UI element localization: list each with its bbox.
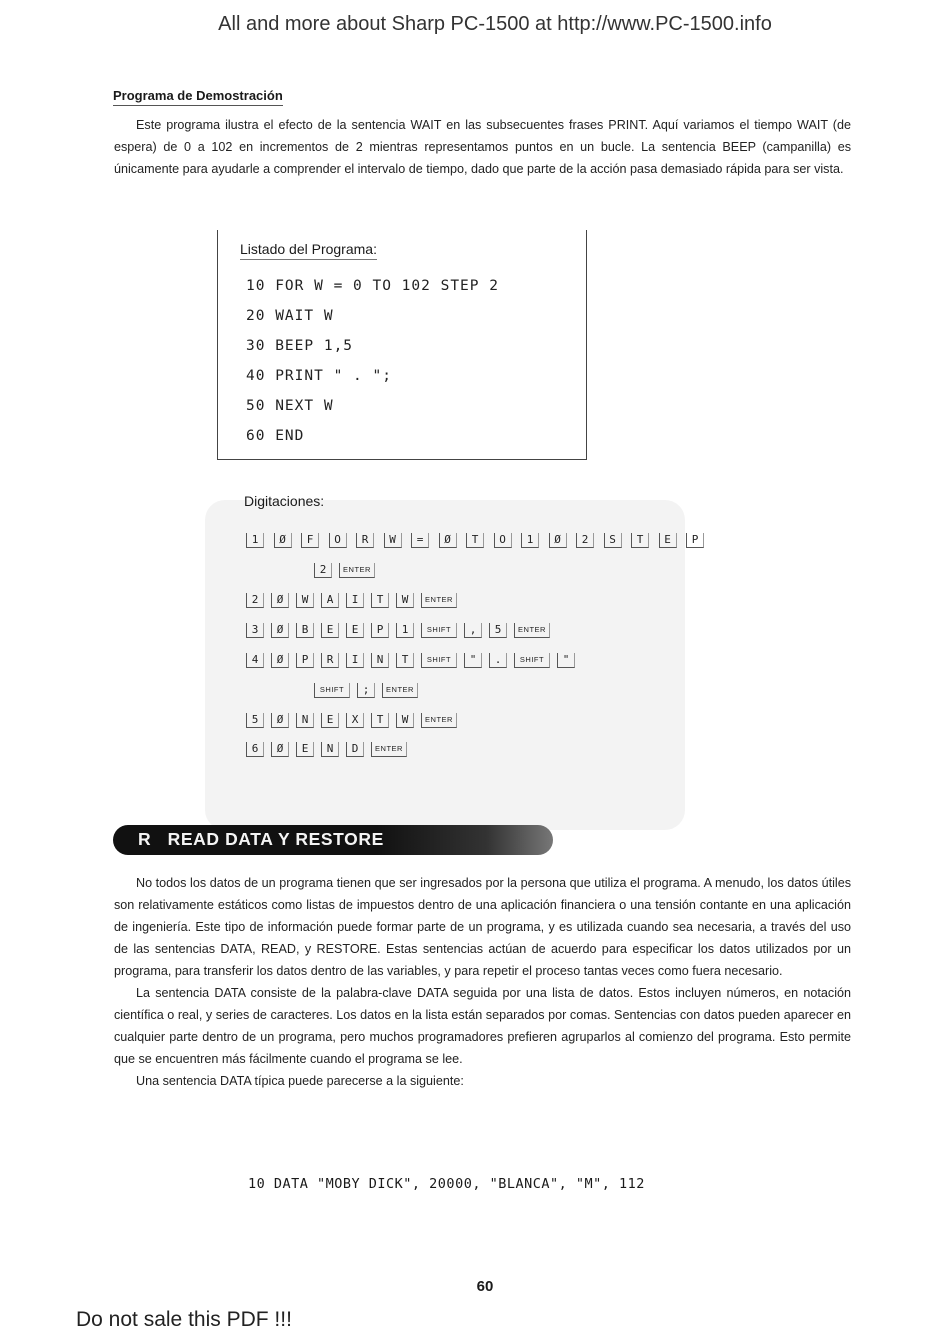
key-cap: 6 (246, 742, 264, 757)
code-line: 30 BEEP 1,5 (246, 338, 354, 354)
key-cap: 1 (246, 533, 264, 548)
keystroke-row (246, 621, 550, 639)
key-cap: . (489, 653, 507, 668)
key-cap: E (346, 623, 364, 638)
key-cap: 2 (314, 563, 332, 578)
key-cap: 2 (246, 593, 264, 608)
key-cap: Ø (549, 533, 567, 548)
demo-paragraph: Este programa ilustra el efecto de la sentencia WAIT en las subsecuentes frases PRINT. Aquí variamos el tiempo WAIT (de espera) de 0 a 102 en incrementos de 2 mientras representamos puntos en un bucle. La sentencia BEEP (campanilla) es únicamente para ayudarle a comprender el intervalo de tiempo, dado que parte de la acción pasa demasiado rápida para ser vista. (114, 118, 851, 176)
key-cap: 2 (576, 533, 594, 548)
key-cap: E (321, 713, 339, 728)
keystroke-row (246, 711, 457, 729)
key-cap: " (464, 653, 482, 668)
key-cap: O (494, 533, 512, 548)
key-cap: F (301, 533, 319, 548)
key-cap: T (371, 713, 389, 728)
page-number: 60 (476, 1278, 494, 1295)
key-cap: Ø (271, 653, 289, 668)
program-listing-box (217, 230, 587, 460)
key-cap: ENTER (382, 683, 418, 698)
key-cap: T (371, 593, 389, 608)
key-cap: 5 (489, 623, 507, 638)
body-paragraph-3: Una sentencia DATA típica puede parecerse a la siguiente: (136, 1074, 464, 1088)
key-cap: O (329, 533, 347, 548)
key-cap: R (321, 653, 339, 668)
keystroke-row (246, 531, 704, 549)
key-cap: Ø (271, 623, 289, 638)
demo-title: Programa de Demostración (113, 88, 283, 106)
key-cap: E (659, 533, 677, 548)
key-cap: ENTER (371, 742, 407, 757)
key-cap: ENTER (421, 593, 457, 608)
code-line: 40 PRINT " . "; (246, 368, 392, 384)
key-cap: D (346, 742, 364, 757)
key-cap: T (396, 653, 414, 668)
key-cap: A (321, 593, 339, 608)
key-cap: SHIFT (421, 653, 457, 668)
key-cap: Ø (274, 533, 292, 548)
key-cap: W (384, 533, 402, 548)
key-cap: 1 (396, 623, 414, 638)
key-cap: ENTER (514, 623, 550, 638)
key-cap: ; (357, 683, 375, 698)
key-cap: ENTER (421, 713, 457, 728)
data-example: 10 DATA "MOBY DICK", 20000, "BLANCA", "M", 112 (248, 1176, 645, 1192)
key-cap: , (464, 623, 482, 638)
key-cap: 5 (246, 713, 264, 728)
key-cap: 4 (246, 653, 264, 668)
key-cap: N (296, 713, 314, 728)
keystroke-row (314, 681, 418, 699)
key-cap: P (371, 623, 389, 638)
key-cap: B (296, 623, 314, 638)
section-title: R READ DATA Y RESTORE (138, 829, 384, 849)
key-cap: Ø (271, 713, 289, 728)
key-cap: Ø (271, 742, 289, 757)
key-cap: X (346, 713, 364, 728)
key-cap: P (686, 533, 704, 548)
key-cap: Ø (271, 593, 289, 608)
keystroke-row (246, 651, 575, 669)
key-cap: W (396, 713, 414, 728)
key-cap: I (346, 593, 364, 608)
key-cap: T (466, 533, 484, 548)
key-cap: R (356, 533, 374, 548)
keystrokes-title: Digitaciones: (244, 493, 325, 509)
key-cap: E (321, 623, 339, 638)
body-paragraph-1: No todos los datos de un programa tienen que ser ingresados por la persona que utiliza el programa. A menudo, los datos útiles son relativamente estáticos como listas de impuestos dentro de una aplicación financiera o una tensión contante en una aplicación de ingeniería. Este tipo de información puede formar parte de un programa, y es utilizada cuando sea necesaria, a través del uso de las sentencias DATA, READ, y RESTORE. Estas sentencias actúan de acuerdo para especificar los datos utilizados por un programa, para transferir los datos dentro de las variables, y para repetir el proceso tantas veces como fuera necesario. (114, 876, 851, 978)
key-cap: N (321, 742, 339, 757)
key-cap: W (396, 593, 414, 608)
key-cap: P (296, 653, 314, 668)
key-cap: W (296, 593, 314, 608)
key-cap: 3 (246, 623, 264, 638)
key-cap: Ø (439, 533, 457, 548)
key-cap: " (557, 653, 575, 668)
keystroke-row (246, 591, 457, 609)
key-cap: SHIFT (421, 623, 457, 638)
body-text (114, 872, 851, 1092)
code-line: 60 END (246, 428, 305, 444)
site-header: All and more about Sharp PC-1500 at http://www.PC-1500.info (218, 13, 772, 35)
body-paragraph-2: La sentencia DATA consiste de la palabra-clave DATA seguida por una lista de datos. Estos incluyen números, en notación científica o real, y series de caracteres. Los datos en la lista están separados por comas. Sentencias con datos pueden aparecer en cualquier parte dentro de un programa, pero muchos programadores prefieren agruparlos al comienzo del programa. Esto permite que se encuentren más fácilmente cuando el programa se lee. (114, 986, 851, 1066)
key-cap: I (346, 653, 364, 668)
key-cap: S (604, 533, 622, 548)
key-cap: 1 (521, 533, 539, 548)
keystroke-row (246, 740, 407, 758)
key-cap: SHIFT (514, 653, 550, 668)
keystroke-row (314, 561, 375, 579)
key-cap: N (371, 653, 389, 668)
key-cap: = (411, 533, 429, 548)
listing-title: Listado del Programa: (240, 241, 377, 260)
footer-note: Do not sale this PDF !!! (76, 1308, 292, 1331)
code-line: 50 NEXT W (246, 398, 334, 414)
key-cap: ENTER (339, 563, 375, 578)
code-line: 20 WAIT W (246, 308, 334, 324)
code-lines (246, 275, 499, 455)
code-line: 10 FOR W = 0 TO 102 STEP 2 (246, 278, 499, 294)
key-cap: T (631, 533, 649, 548)
key-cap: E (296, 742, 314, 757)
key-cap: SHIFT (314, 683, 350, 698)
